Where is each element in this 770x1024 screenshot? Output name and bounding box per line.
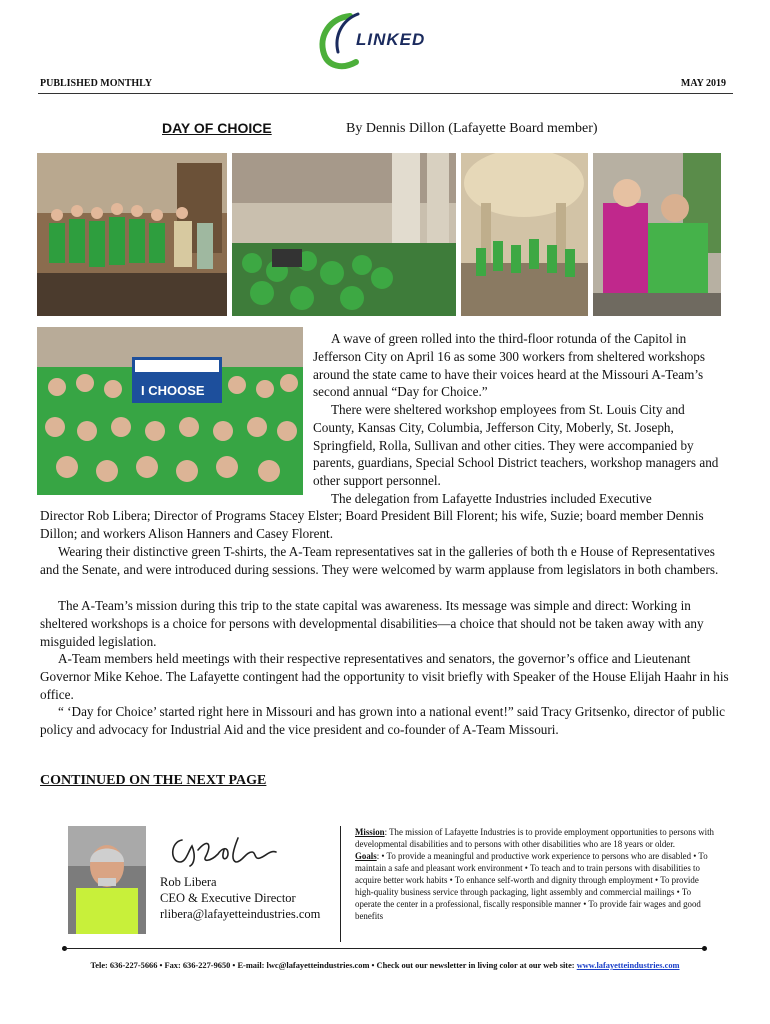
photo-group-with-sign: [37, 327, 303, 495]
ceo-portrait: [68, 826, 146, 934]
ceo-name: Rob Libera: [160, 875, 217, 889]
article-paragraph-1: A wave of green rolled into the third-floor rotunda of the Capitol in Jefferson City on April 16 as some 300 workers from sheltered workshops around the state came to have their voices heard at the Missouri A-Team’s second annual “Day for Choice.”: [313, 331, 706, 400]
article-paragraph-4: Wearing their distinctive green T-shirts, the A-Team representatives sat in the galleries of both th e House of Representatives and the Senate, and were introduced during sessions. They were welcomed by warm applause from legislators in both chambers.: [40, 544, 719, 577]
photo-capitol-stairs: [461, 153, 588, 316]
footer-contact: [0, 961, 770, 970]
article-byline: By Dennis Dillon (Lafayette Board member): [346, 121, 598, 136]
signature-icon: [168, 832, 286, 872]
photo-group-lobby: [37, 153, 227, 316]
mission-statement: [355, 826, 718, 850]
article-paragraph-7: “ ‘Day for Choice’ started right here in Missouri and has grown into a national event!” said Tracy Gritsenko, director of public policy and advocacy for Industrial Aid and the vice president and co-founder of A-Team Missouri.: [40, 704, 726, 737]
article-paragraph-2: There were sheltered workshop employees from St. Louis City and County, Kansas City, Columbia, Jefferson City, Moberly, St. Joseph, Springfield, Rolla, Sullivan and other cities. They were accompanied by parents, guardians, Special School District teachers, workshop managers and other support personnel.: [313, 402, 719, 489]
footer-contact-text: Tele: 636-227-5666 • Fax: 636-227-9650 • E-mail: lwc@lafayetteindustries.com • Check out our newsletter in living color at our web site:: [90, 961, 577, 970]
linked-logo: [312, 10, 437, 72]
footer-divider: [64, 948, 704, 949]
issue-date: MAY 2019: [680, 78, 726, 89]
continued-link[interactable]: CONTINUED ON THE NEXT PAGE: [40, 773, 267, 788]
header-divider: [38, 93, 733, 94]
ceo-email[interactable]: rlibera@lafayetteindustries.com: [160, 907, 321, 921]
website-link[interactable]: www.lafayetteindustries.com: [576, 961, 680, 970]
goals-statement: [355, 850, 718, 922]
article-paragraph-3-cont: Director Rob Libera; Director of Programs Stacey Elster; Board President Bill Florent; his wife, Suzie; board member Dennis Dillon; and workers Alison Hanners and Casey Florent.: [40, 508, 704, 541]
mission-label: Mission: [355, 827, 385, 837]
article-paragraph-5: The A-Team’s mission during this trip to the state capital was awareness. Its message was simple and direct: Working in sheltered workshops is a choice for persons with developmental disabilities—a choice that should not be taken away with any misguided legislation.: [40, 598, 704, 649]
logo-text: LINKED: [356, 30, 426, 49]
goals-text: : • To provide a meaningful and productive work experience to persons who are disabled • To maintain a safe and pleasant work environment • To teach and to train persons with disabilities to acquire better work habits • To enhance self-worth and dignity through employment • To provide high-quality business service through packaging, light assembly and commercial mailings • To operate the center in a professional, fiscally responsible manner • To provide fair wages and good benefits: [355, 851, 708, 921]
published-monthly-label: PUBLISHED MONTHLY: [40, 78, 153, 89]
photo-sign-text: I CHOOSE: [141, 383, 205, 398]
article-paragraph-6: A-Team members held meetings with their respective representatives and senators, the governor’s office and Lieutenant Governor Mike Kehoe. The Lafayette contingent had the opportunity to visit briefly with Speaker of the House Elijah Haahr in his office.: [40, 651, 729, 702]
article-headline: DAY OF CHOICE: [162, 120, 272, 136]
ceo-signature: [168, 832, 286, 872]
mission-goals-box: [340, 826, 718, 942]
mission-text: : The mission of Lafayette Industries is to provide employment opportunities to persons with developmental disabilities and to persons with other disabilities who are 18 years or older.: [355, 827, 714, 849]
ceo-title: CEO & Executive Director: [160, 891, 296, 905]
photo-rotunda-gallery: [232, 153, 456, 316]
photo-greeting: [593, 153, 721, 316]
article-paragraph-3: The delegation from Lafayette Industries included Executive: [331, 491, 652, 506]
footer-dot-right: [702, 946, 707, 951]
goals-label: Goals: [355, 851, 377, 861]
